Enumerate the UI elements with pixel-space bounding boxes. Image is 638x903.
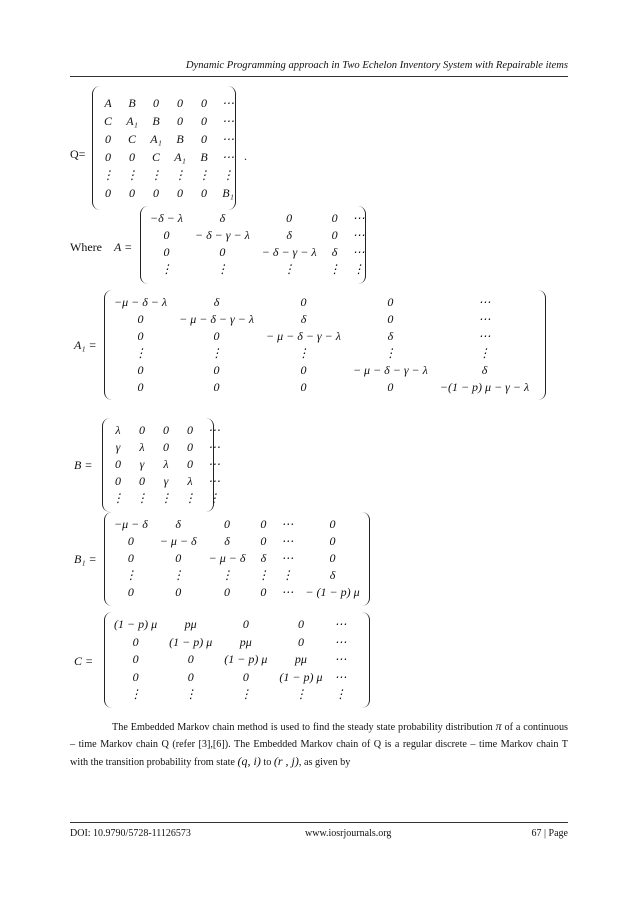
footer-page: 67 | Page bbox=[531, 828, 568, 839]
matrix-c-row bbox=[108, 651, 353, 669]
matrix-cell: −μ − δ − λ bbox=[114, 295, 168, 309]
matrix-cell: B₁ bbox=[222, 186, 234, 200]
matrix-cell: ⋮ bbox=[102, 168, 114, 182]
matrix-cell: 0 bbox=[260, 534, 267, 548]
matrix-cell: ⋯ bbox=[208, 457, 220, 471]
matrix-cell: 0 bbox=[286, 211, 293, 225]
matrix-cell: ⋮ bbox=[222, 168, 234, 182]
matrix-cell: 0 bbox=[139, 474, 145, 488]
matrix-cell: −δ − λ bbox=[150, 211, 183, 225]
matrix-cell: δ bbox=[300, 312, 307, 326]
matrix-cell: pμ bbox=[239, 634, 252, 649]
matrix-cell: 0 bbox=[300, 380, 307, 394]
matrix-c-row bbox=[108, 634, 353, 652]
matrix-cell: ⋯ bbox=[334, 652, 347, 666]
matrix-cell: 0 bbox=[297, 617, 304, 631]
matrix-cell: 0 bbox=[163, 440, 169, 454]
matrix-q-row bbox=[96, 148, 240, 166]
matrix-cell: − δ − γ − λ bbox=[194, 228, 250, 242]
matrix-cell: 0 bbox=[201, 114, 207, 128]
matrix-cell: δ bbox=[481, 363, 488, 377]
matrix-cell: ⋯ bbox=[478, 312, 491, 326]
matrix-cell: ⋯ bbox=[352, 228, 365, 242]
matrix-cell: C bbox=[103, 114, 112, 128]
para-text-3: , as given by bbox=[298, 757, 351, 768]
matrix-b1 bbox=[108, 516, 366, 601]
matrix-cell: δ bbox=[224, 534, 230, 548]
matrix-cell: 0 bbox=[219, 245, 226, 259]
matrix-cell: ⋮ bbox=[184, 687, 197, 701]
matrix-cell: ⋮ bbox=[478, 346, 491, 360]
matrix-cell: ⋮ bbox=[184, 491, 196, 505]
matrix-cell: 0 bbox=[297, 634, 304, 649]
matrix-cell: 0 bbox=[139, 423, 145, 437]
matrix-cell: ⋮ bbox=[198, 168, 210, 182]
matrix-cell: 0 bbox=[201, 96, 207, 110]
matrix-cell: δ bbox=[213, 295, 220, 309]
matrix-cell: ⋮ bbox=[328, 262, 341, 276]
matrix-cell: 0 bbox=[260, 585, 267, 599]
matrix-cell: γ bbox=[115, 440, 121, 454]
matrix-cell: 0 bbox=[105, 150, 111, 164]
matrix-q-row bbox=[96, 130, 240, 148]
matrix-cell: − μ − δ bbox=[159, 534, 197, 548]
matrix-cell: A bbox=[104, 96, 112, 110]
matrix-cell: ⋮ bbox=[216, 262, 229, 276]
matrix-cell: − δ − γ − λ bbox=[261, 245, 317, 259]
matrix-c-row bbox=[108, 669, 353, 687]
matrix-a1-row bbox=[108, 345, 535, 362]
matrix-cell: B bbox=[176, 132, 184, 146]
running-header: Dynamic Programming approach in Two Echelon Inventory System with Repairable items bbox=[185, 60, 568, 71]
matrix-a-row bbox=[144, 210, 371, 227]
matrix-cell: ⋯ bbox=[208, 423, 220, 437]
matrix-cell: 0 bbox=[387, 312, 394, 326]
matrix-q-row bbox=[96, 112, 240, 130]
matrix-cell: δ bbox=[260, 551, 267, 565]
matrix-cell: ⋮ bbox=[210, 346, 223, 360]
matrix-cell: 0 bbox=[213, 380, 220, 394]
matrix-cell: 0 bbox=[329, 551, 336, 565]
matrix-cell: B bbox=[152, 114, 160, 128]
matrix-cell: 0 bbox=[132, 669, 139, 684]
matrix-cell: ⋯ bbox=[208, 474, 220, 488]
matrix-cell: δ bbox=[331, 245, 338, 259]
matrix-cell: ⋮ bbox=[136, 491, 148, 505]
matrix-cell: 0 bbox=[177, 114, 183, 128]
matrix-cell: 0 bbox=[153, 96, 159, 110]
matrix-cell: 0 bbox=[177, 96, 183, 110]
matrix-cell: A₁ bbox=[174, 150, 186, 164]
matrix-cell: ⋮ bbox=[220, 568, 233, 582]
matrix-cell: 0 bbox=[329, 517, 336, 531]
matrix-cell: ⋮ bbox=[112, 491, 124, 505]
matrix-cell: λ bbox=[163, 457, 169, 471]
matrix-cell: ⋯ bbox=[334, 617, 347, 631]
matrix-cell: 0 bbox=[187, 652, 194, 666]
matrix-cell: 0 bbox=[242, 617, 249, 631]
matrix-cell: 0 bbox=[331, 211, 338, 225]
matrix-cell: ⋮ bbox=[129, 687, 142, 701]
matrix-cell: ⋮ bbox=[208, 491, 220, 505]
matrix-cell: 0 bbox=[115, 457, 121, 471]
state-to: (r , j) bbox=[273, 754, 299, 768]
matrix-b1-row bbox=[108, 516, 366, 533]
matrix-cell: δ bbox=[329, 568, 336, 582]
matrix-cell: ⋮ bbox=[281, 568, 294, 582]
matrix-cell: 0 bbox=[163, 245, 170, 259]
matrix-cell: ⋮ bbox=[160, 491, 172, 505]
matrix-cell: ⋮ bbox=[126, 168, 138, 182]
matrix-c-row bbox=[108, 686, 353, 704]
matrix-cell: δ bbox=[219, 211, 226, 225]
matrix-a-row bbox=[144, 261, 371, 278]
matrix-cell: λ bbox=[187, 474, 193, 488]
matrix-cell: ⋯ bbox=[222, 96, 234, 110]
matrix-cell: 0 bbox=[129, 186, 135, 200]
matrix-cell: ⋮ bbox=[124, 568, 137, 582]
label-c: C = bbox=[74, 654, 94, 668]
matrix-cell: B bbox=[200, 150, 208, 164]
matrix-cell: ⋯ bbox=[281, 585, 294, 599]
matrix-cell: ⋯ bbox=[208, 440, 220, 454]
bracket-right-b1 bbox=[362, 512, 370, 606]
matrix-cell: (1 − p) μ bbox=[279, 669, 323, 684]
matrix-cell: 0 bbox=[137, 329, 144, 343]
matrix-cell: 0 bbox=[132, 652, 139, 666]
matrix-cell: 0 bbox=[187, 440, 193, 454]
matrix-cell: 0 bbox=[201, 186, 207, 200]
matrix-q-row bbox=[96, 184, 240, 202]
matrix-a1 bbox=[108, 294, 535, 396]
matrix-cell: λ bbox=[139, 440, 145, 454]
matrix-cell: 0 bbox=[201, 132, 207, 146]
matrix-cell: 0 bbox=[187, 423, 193, 437]
matrix-cell: ⋯ bbox=[334, 669, 347, 684]
matrix-cell: (1 − p) μ bbox=[169, 634, 213, 649]
matrix-cell: 0 bbox=[137, 312, 144, 326]
matrix-cell: ⋮ bbox=[283, 262, 296, 276]
matrix-cell: 0 bbox=[213, 329, 220, 343]
label-a1: A₁ = bbox=[74, 338, 97, 352]
matrix-cell: 0 bbox=[187, 457, 193, 471]
matrix-cell: ⋮ bbox=[134, 346, 147, 360]
matrix-a1-row bbox=[108, 294, 535, 311]
matrix-cell: ⋮ bbox=[150, 168, 162, 182]
matrix-cell: ⋮ bbox=[297, 346, 310, 360]
matrix-a1-row bbox=[108, 328, 535, 345]
matrix-cell: 0 bbox=[163, 228, 170, 242]
matrix-cell: 0 bbox=[163, 423, 169, 437]
matrix-cell: ⋮ bbox=[172, 568, 185, 582]
matrix-a1-row bbox=[108, 362, 535, 379]
matrix-cell: 0 bbox=[127, 551, 134, 565]
matrix-cell: 0 bbox=[331, 228, 338, 242]
matrix-cell: δ bbox=[387, 329, 394, 343]
matrix-cell: − μ − δ − γ − λ bbox=[352, 363, 428, 377]
matrix-cell: ⋮ bbox=[334, 687, 347, 701]
matrix-c bbox=[108, 616, 353, 704]
matrix-cell: 0 bbox=[175, 551, 182, 565]
matrix-cell: ⋮ bbox=[239, 687, 252, 701]
matrix-cell: ⋮ bbox=[160, 262, 173, 276]
matrix-cell: δ bbox=[286, 228, 292, 242]
matrix-cell: − μ − δ bbox=[208, 551, 246, 565]
label-q: Q= bbox=[70, 147, 86, 161]
matrix-a bbox=[144, 210, 371, 278]
matrix-cell: C bbox=[127, 132, 136, 146]
matrix-cell: 0 bbox=[153, 186, 159, 200]
matrix-cell: 0 bbox=[132, 634, 139, 649]
matrix-cell: 0 bbox=[175, 585, 182, 599]
matrix-a1-row bbox=[108, 311, 535, 328]
matrix-cell: 0 bbox=[223, 585, 230, 599]
matrix-cell: 0 bbox=[187, 669, 194, 684]
label-b1: B₁ = bbox=[74, 552, 97, 566]
para-to: to bbox=[263, 757, 272, 768]
matrix-cell: −(1 − p) μ − γ − λ bbox=[439, 380, 530, 394]
matrix-cell: − (1 − p) μ bbox=[305, 585, 360, 599]
matrix-cell: ⋯ bbox=[352, 211, 365, 225]
matrix-cell: 0 bbox=[300, 295, 307, 309]
matrix-cell: 0 bbox=[300, 363, 307, 377]
matrix-cell: 0 bbox=[329, 534, 336, 548]
bracket-right-q bbox=[228, 86, 236, 210]
footer-doi: DOI: 10.9790/5728-11126573 bbox=[70, 828, 191, 839]
matrix-cell: 0 bbox=[387, 295, 394, 309]
matrix-cell: 0 bbox=[213, 363, 220, 377]
matrix-cell: − μ − δ − γ − λ bbox=[179, 312, 255, 326]
matrix-cell: 0 bbox=[387, 380, 394, 394]
matrix-cell: B bbox=[128, 96, 136, 110]
matrix-cell: −μ − δ bbox=[114, 517, 148, 531]
matrix-cell: γ bbox=[139, 457, 145, 471]
matrix-cell: (1 − p) μ bbox=[114, 617, 158, 631]
matrix-cell: 0 bbox=[105, 186, 111, 200]
label-q-suffix: . bbox=[244, 149, 247, 163]
label-b: B = bbox=[74, 458, 93, 472]
matrix-cell: pμ bbox=[184, 617, 197, 631]
matrix-cell: 0 bbox=[260, 517, 267, 531]
matrix-cell: 0 bbox=[105, 132, 111, 146]
matrix-cell: ⋯ bbox=[222, 114, 234, 128]
matrix-cell: 0 bbox=[177, 186, 183, 200]
matrix-cell: 0 bbox=[127, 585, 134, 599]
bracket-right-a bbox=[358, 206, 366, 284]
matrix-cell: 0 bbox=[242, 669, 249, 684]
matrix-b1-row bbox=[108, 584, 366, 601]
matrix-cell: ⋮ bbox=[352, 262, 365, 276]
para-text-2: of a continuous – time Markov chain Q (refer [3],[6]). The Embedded Markov chain of Q is a regular discrete – time Markov chain T with the transition probability from state bbox=[70, 722, 569, 768]
label-where: Where bbox=[70, 240, 102, 254]
matrix-cell: ⋯ bbox=[281, 517, 294, 531]
matrix-cell: 0 bbox=[127, 534, 134, 548]
matrix-cell: ⋮ bbox=[384, 346, 397, 360]
matrix-cell: ⋯ bbox=[222, 150, 234, 164]
matrix-cell: 0 bbox=[137, 380, 144, 394]
matrix-cell: (1 − p) μ bbox=[224, 652, 268, 666]
matrix-cell: ⋯ bbox=[281, 534, 294, 548]
matrix-cell: ⋯ bbox=[478, 329, 491, 343]
matrix-cell: ⋮ bbox=[294, 687, 307, 701]
matrix-cell: 0 bbox=[129, 150, 135, 164]
matrix-a-row bbox=[144, 227, 371, 244]
bracket-right-c bbox=[362, 612, 370, 708]
body-paragraph bbox=[70, 718, 568, 772]
footer-site: www.iosrjournals.org bbox=[305, 828, 392, 839]
header-rule bbox=[70, 76, 568, 77]
matrix-cell: 0 bbox=[137, 363, 144, 377]
matrix-cell: A₁ bbox=[126, 114, 138, 128]
matrix-q-row bbox=[96, 166, 240, 184]
matrix-b1-row bbox=[108, 550, 366, 567]
matrix-b1-row bbox=[108, 567, 366, 584]
matrix-a1-row bbox=[108, 379, 535, 396]
matrix-b1-row bbox=[108, 533, 366, 550]
matrix-cell: γ bbox=[163, 474, 169, 488]
bracket-right-b bbox=[206, 418, 214, 512]
label-a: A = bbox=[114, 240, 133, 254]
footer-rule bbox=[70, 822, 568, 823]
matrix-cell: ⋯ bbox=[281, 551, 294, 565]
matrix-a-row bbox=[144, 244, 371, 261]
symbol-pi: π bbox=[495, 719, 502, 733]
matrix-q bbox=[96, 94, 240, 202]
matrix-c-row bbox=[108, 616, 353, 634]
matrix-cell: C bbox=[151, 150, 160, 164]
para-text-1: The Embedded Markov chain method is used to find the steady state probability distribution bbox=[112, 722, 493, 733]
matrix-cell: ⋯ bbox=[478, 295, 491, 309]
matrix-cell: pμ bbox=[294, 652, 307, 666]
matrix-cell: ⋯ bbox=[352, 245, 365, 259]
matrix-cell: 0 bbox=[115, 474, 121, 488]
matrix-cell: ⋮ bbox=[174, 168, 186, 182]
matrix-q-row bbox=[96, 94, 240, 112]
matrix-cell: δ bbox=[175, 517, 181, 531]
matrix-cell: ⋯ bbox=[334, 634, 347, 649]
matrix-cell: A₁ bbox=[150, 132, 162, 146]
matrix-cell: − μ − δ − γ − λ bbox=[266, 329, 341, 343]
matrix-cell: λ bbox=[115, 423, 121, 437]
matrix-cell: ⋯ bbox=[222, 132, 234, 146]
matrix-cell: ⋮ bbox=[257, 568, 270, 582]
state-from: (q, i) bbox=[237, 754, 261, 768]
matrix-cell: 0 bbox=[223, 517, 230, 531]
bracket-right-a1 bbox=[538, 290, 546, 400]
